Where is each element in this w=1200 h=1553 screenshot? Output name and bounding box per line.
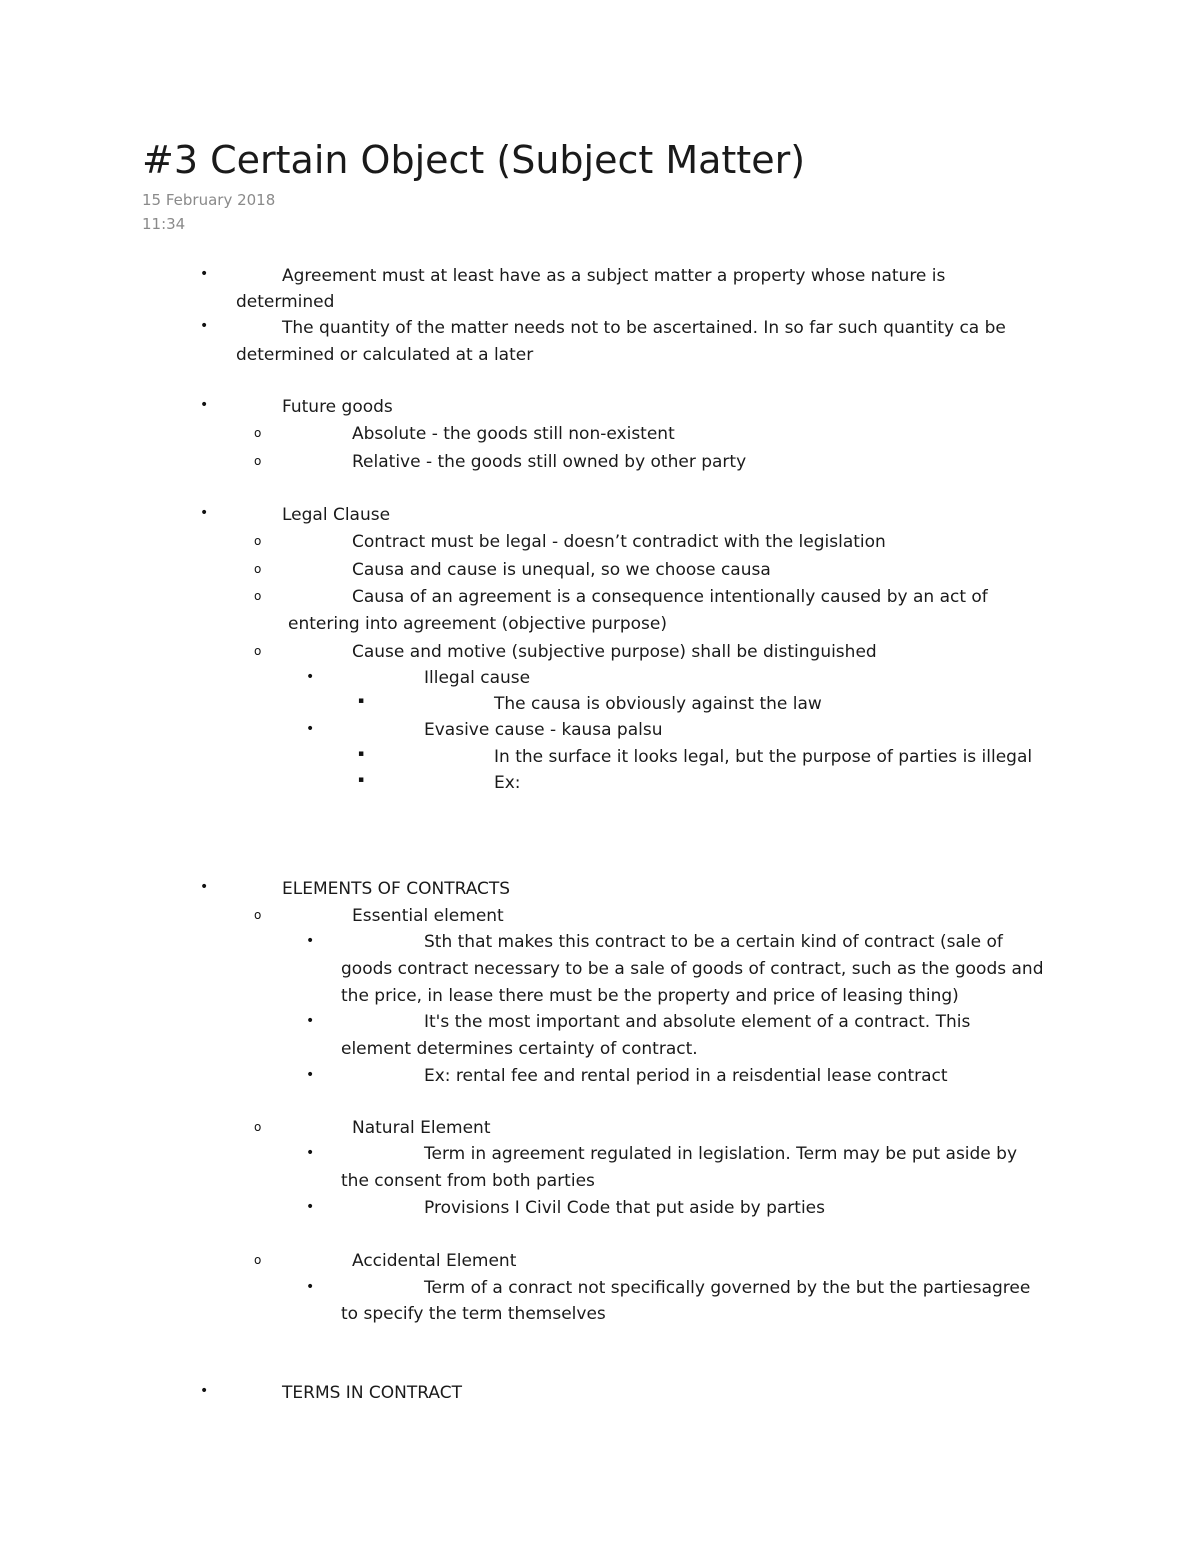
bullet-circle-icon: o	[254, 426, 262, 440]
note-time: 11:34	[142, 215, 186, 233]
bullet-circle-icon: o	[254, 1120, 262, 1134]
list-item-heading: TERMS IN CONTRACT	[282, 1383, 462, 1403]
list-item-heading: Legal Clause	[282, 505, 391, 525]
bullet-disc-icon: •	[200, 318, 209, 334]
list-item-text: the price, in lease there must be the property and price of leasing thing)	[341, 986, 959, 1006]
bullet-square-icon: ▪	[358, 696, 365, 706]
bullet-disc-icon: •	[306, 1279, 315, 1295]
bullet-disc-icon: •	[306, 669, 315, 685]
bullet-circle-icon: o	[254, 1253, 262, 1267]
page-title: #3 Certain Object (Subject Matter)	[142, 138, 806, 182]
list-item-text: Causa and cause is unequal, so we choose causa	[352, 560, 771, 580]
list-item-text: Term of a conract not specifically governed by the but the partiesagree	[424, 1278, 1031, 1298]
list-item-text: determined or calculated at a later	[236, 345, 534, 365]
bullet-disc-icon: •	[200, 879, 209, 895]
list-item-text: Contract must be legal - doesn’t contradict with the legislation	[352, 532, 886, 552]
list-item-text: determined	[236, 292, 335, 312]
bullet-circle-icon: o	[254, 644, 262, 658]
note-date: 15 February 2018	[142, 191, 276, 209]
bullet-disc-icon: •	[306, 933, 315, 949]
list-item-text: Provisions I Civil Code that put aside by parties	[424, 1198, 825, 1218]
bullet-disc-icon: •	[306, 1067, 315, 1083]
list-item-text: The causa is obviously against the law	[494, 694, 822, 714]
list-item-text: Absolute - the goods still non-existent	[352, 424, 675, 444]
bullet-square-icon: ▪	[358, 749, 365, 759]
list-item-text: entering into agreement (objective purpose)	[288, 614, 667, 634]
list-item-text: In the surface it looks legal, but the purpose of parties is illegal	[494, 747, 1033, 767]
list-item-text: to specify the term themselves	[341, 1304, 606, 1324]
list-item-text: the consent from both parties	[341, 1171, 595, 1191]
bullet-circle-icon: o	[254, 534, 262, 548]
list-item-text: Natural Element	[352, 1118, 491, 1138]
list-item-text: Agreement must at least have as a subject matter a property whose nature is	[282, 266, 946, 286]
list-item-text: Illegal cause	[424, 668, 531, 688]
bullet-disc-icon: •	[306, 721, 315, 737]
bullet-circle-icon: o	[254, 908, 262, 922]
list-item-text: Sth that makes this contract to be a certain kind of contract (sale of	[424, 932, 1003, 952]
list-item-text: Term in agreement regulated in legislation. Term may be put aside by	[424, 1144, 1018, 1164]
list-item-text: Accidental Element	[352, 1251, 517, 1271]
bullet-disc-icon: •	[306, 1145, 315, 1161]
bullet-disc-icon: •	[306, 1199, 315, 1215]
list-item-text: Cause and motive (subjective purpose) shall be distinguished	[352, 642, 877, 662]
bullet-disc-icon: •	[200, 1383, 209, 1399]
list-item-text: Relative - the goods still owned by other party	[352, 452, 747, 472]
list-item-heading: Future goods	[282, 397, 393, 417]
list-item-heading: ELEMENTS OF CONTRACTS	[282, 879, 511, 899]
bullet-disc-icon: •	[200, 397, 209, 413]
bullet-circle-icon: o	[254, 562, 262, 576]
bullet-circle-icon: o	[254, 589, 262, 603]
list-item-text: Causa of an agreement is a consequence intentionally caused by an act of	[352, 587, 988, 607]
bullet-disc-icon: •	[200, 505, 209, 521]
bullet-circle-icon: o	[254, 454, 262, 468]
list-item-text: Evasive cause - kausa palsu	[424, 720, 663, 740]
list-item-text: It's the most important and absolute element of a contract. This	[424, 1012, 971, 1032]
list-item-text: goods contract necessary to be a sale of goods of contract, such as the goods and	[341, 959, 1044, 979]
list-item-text: element determines certainty of contract.	[341, 1039, 698, 1059]
list-item-text: The quantity of the matter needs not to be ascertained. In so far such quantity ca be	[282, 318, 1006, 338]
list-item-text: Essential element	[352, 906, 504, 926]
bullet-disc-icon: •	[200, 266, 209, 282]
list-item-text: Ex: rental fee and rental period in a reisdential lease contract	[424, 1066, 948, 1086]
bullet-disc-icon: •	[306, 1013, 315, 1029]
bullet-square-icon: ▪	[358, 775, 365, 785]
list-item-text: Ex:	[494, 773, 521, 793]
